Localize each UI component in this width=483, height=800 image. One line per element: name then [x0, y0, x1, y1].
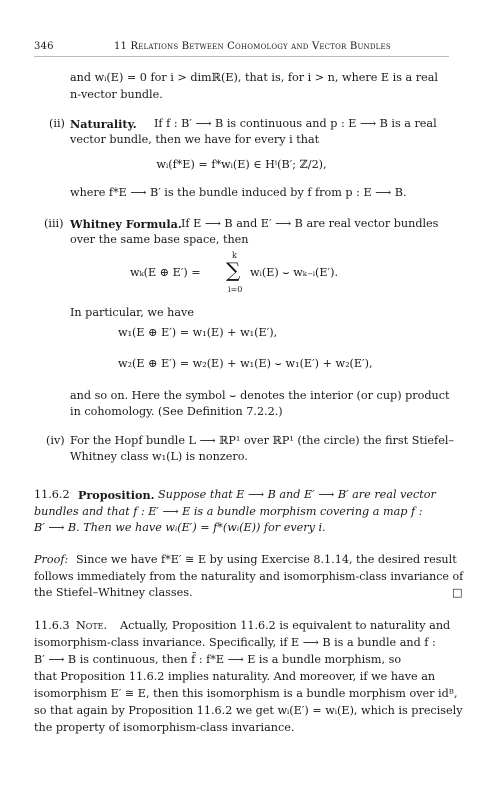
header-rule [34, 56, 449, 57]
whitney-equation-lhs: wₖ(E ⊕ E′) = [130, 266, 201, 279]
item-text-line: where f*E ⟶ B′ is the bundle induced by f from p : E ⟶ B. [70, 186, 407, 199]
note-line: so that again by Proposition 11.6.2 we get wᵢ(E′) = wᵢ(E), which is precisely [34, 704, 463, 717]
item-text-line: For the Hopf bundle L ⟶ ℝP¹ over ℝP¹ (the circle) the first Stiefel– [70, 434, 454, 447]
item-text-line: vector bundle, then we have for every i that [70, 133, 320, 146]
item-text-line: If E ⟶ B and E′ ⟶ B are real vector bundles [181, 217, 439, 230]
running-title: 11 Relations Between Cohomology and Vector Bundles [114, 41, 391, 52]
continuation-line-2: n-vector bundle. [70, 88, 163, 101]
item-label: (ii) [49, 117, 65, 130]
item-text-line: Whitney class w₁(L) is nonzero. [70, 450, 248, 463]
note-line: isomorphism E′ ≅ E, then this isomorphism is a bundle morphism over idᴮ, [34, 687, 458, 700]
continuation-line-1: and wᵢ(E) = 0 for i > dimℝ(E), that is, for i > n, where E is a real [70, 71, 438, 84]
whitney-eq-w1: w₁(E ⊕ E′) = w₁(E) + w₁(E′), [118, 326, 278, 339]
proposition-line: B′ ⟶ B. Then we have wᵢ(E′) = f*(wᵢ(E)) for every i. [34, 521, 326, 534]
note-line: Actually, Proposition 11.6.2 is equivalent to naturality and [120, 619, 451, 632]
item-text-line: in cohomology. (See Definition 7.2.2.) [70, 405, 283, 418]
proof-line: follows immediately from the naturality and isomorphism-class invariance of [34, 570, 464, 583]
qed-symbol: □ [452, 586, 463, 599]
note-line: the property of isomorphism-class invariance. [34, 721, 295, 734]
naturality-equation: wᵢ(f*E) = f*wᵢ(E) ∈ Hⁱ(B′; ℤ/2), [156, 158, 327, 171]
whitney-equation-rhs: wᵢ(E) ⌣ wₖ₋ᵢ(E′). [250, 266, 339, 279]
note-line: that Proposition 11.6.2 implies naturality. And moreover, if we have an [34, 670, 436, 683]
proof-label: Proof: [34, 553, 69, 566]
proposition-line: bundles and that f : E′ ⟶ E is a bundle morphism covering a map f : [34, 505, 423, 518]
note-line: isomorphism-class invariance. Specifically, if E ⟶ B is a bundle and f : [34, 636, 436, 649]
item-text-line: over the same base space, then [70, 233, 249, 246]
item-label: (iii) [44, 217, 64, 230]
sum-lower-limit: i=0 [228, 285, 243, 294]
sum-sign: ∑ [226, 258, 241, 282]
whitney-eq-w2: w₂(E ⊕ E′) = w₂(E) + w₁(E) ⌣ w₁(E′) + w₂(E′), [118, 357, 373, 370]
item-title: Naturality. [70, 117, 137, 131]
sum-upper-limit: k [232, 251, 237, 260]
item-text-line: If f : B′ ⟶ B is continuous and p : E ⟶ B is a real [154, 117, 437, 130]
page-number: 346 [34, 41, 54, 52]
proposition-title: Proposition. [78, 488, 155, 502]
note-line: B′ ⟶ B is continuous, then f̄ : f*E ⟶ E is a bundle morphism, so [34, 653, 402, 666]
proof-line: the Stiefel–Whitney classes. [34, 586, 193, 599]
proposition-number: 11.6.2 [34, 488, 70, 501]
item-title: Whitney Formula. [70, 217, 182, 231]
in-particular-text: In particular, we have [70, 306, 194, 319]
note-number: 11.6.3 [34, 619, 70, 632]
note-title: Note. [76, 619, 108, 632]
item-label: (iv) [46, 434, 65, 447]
item-text-line: and so on. Here the symbol ⌣ denotes the interior (or cup) product [70, 389, 450, 402]
proof-line: Since we have f*E′ ≅ E by using Exercise 8.1.14, the desired result [76, 553, 457, 566]
proposition-line: Suppose that E ⟶ B and E′ ⟶ B′ are real vector [158, 488, 436, 501]
